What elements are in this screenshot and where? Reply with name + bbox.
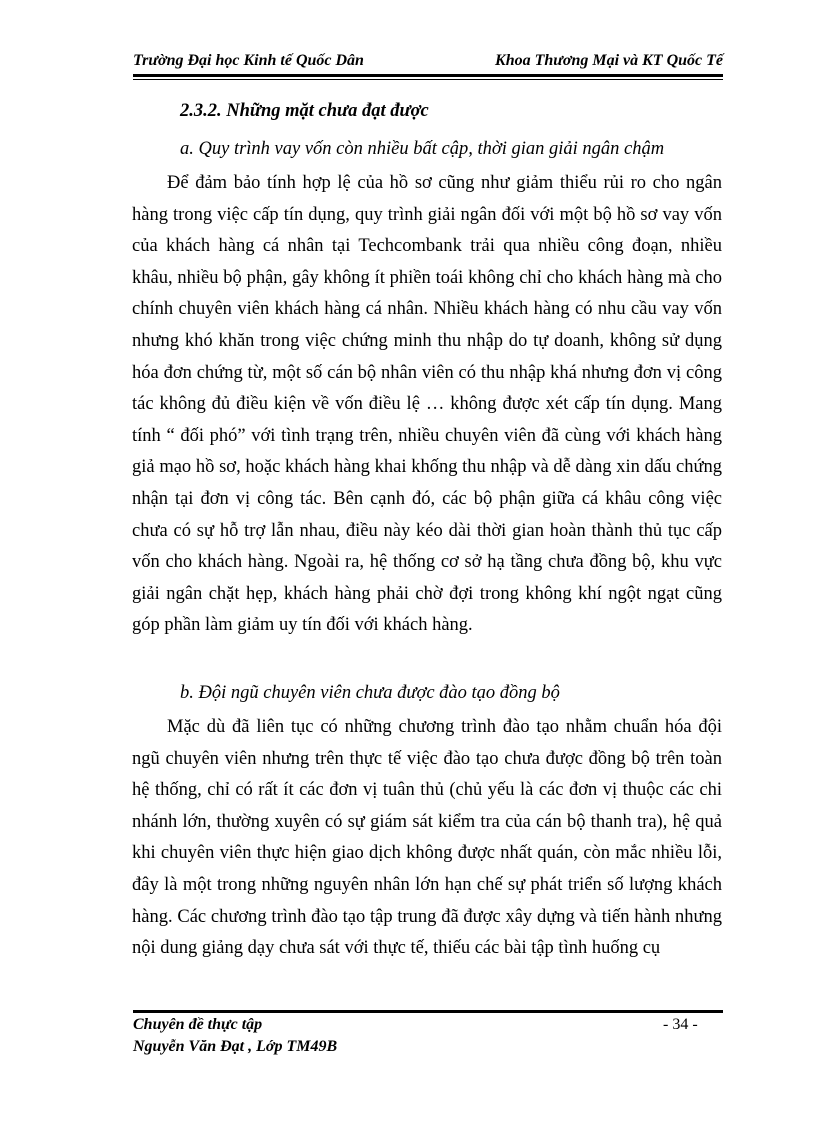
- footer-author: Nguyễn Văn Đạt , Lớp TM49B: [133, 1038, 338, 1055]
- footer-report-type: Chuyên đề thực tập: [133, 1016, 263, 1033]
- subsection-b-title: b. Đội ngũ chuyên viên chưa được đào tạo đồng bộ: [180, 683, 560, 703]
- header-rule: [133, 74, 723, 77]
- section-heading: 2.3.2. Những mặt chưa đạt được: [180, 101, 429, 121]
- subsection-a-title: a. Quy trình vay vốn còn nhiều bất cập, thời gian giải ngân chậm: [180, 139, 665, 159]
- header-rule-thin: [133, 79, 723, 80]
- footer-rule: [133, 1010, 723, 1013]
- page-header: [133, 52, 723, 74]
- page-body: [132, 96, 722, 965]
- page-footer: [133, 1014, 337, 1058]
- header-faculty: Khoa Thương Mại và KT Quốc Tế: [495, 52, 723, 69]
- page-number: - 34 -: [663, 1016, 698, 1033]
- subsection-a-paragraph: Để đảm bảo tính hợp lệ của hồ sơ cũng như giảm thiểu rủi ro cho ngân hàng trong việc cấp tín dụng, quy trình giải ngân đối với một bộ hồ sơ vay vốn của khách hàng cá nhân tại Techcombank trải qua nhiều công đoạn, nhiều khâu, nhiều bộ phận, gây không ít phiền toái không chỉ cho khách hàng mà cho chính chuyên viên khách hàng cá nhân. Nhiều khách hàng có nhu cầu vay vốn nhưng khó khăn trong việc chứng minh thu nhập do tự doanh, không sử dụng hóa đơn chứng từ, một số cán bộ nhân viên có thu nhập khá nhưng đơn vị công tác không đủ điều kiện về vốn điều lệ … không được xét cấp tín dụng. Mang tính “ đối phó” với tình trạng trên, nhiều chuyên viên đã cùng với khách hàng giả mạo hồ sơ, hoặc khách hàng khai khống thu nhập và dễ dàng xin dấu chứng nhận tại đơn vị công tác. Bên cạnh đó, các bộ phận giữa cá khâu công việc chưa có sự hỗ trợ lẫn nhau, điều này kéo dài thời gian hoàn thành thủ tục cấp vốn cho khách hàng. Ngoài ra, hệ thống cơ sở hạ tầng chưa đồng bộ, khu vực giải ngân chặt hẹp, khách hàng phải chờ đợi trong không khí ngột ngạt cũng góp phần làm giảm uy tín đối với khách hàng.: [132, 173, 722, 636]
- header-university: Trường Đại học Kinh tế Quốc Dân: [133, 52, 364, 69]
- subsection-b-paragraph: Mặc dù đã liên tục có những chương trình đào tạo nhằm chuẩn hóa đội ngũ chuyên viên nhưng trên thực tế việc đào tạo chưa được đồng bộ trên toàn hệ thống, chỉ có rất ít các đơn vị tuân thủ (chủ yếu là các đơn vị thuộc các chi nhánh lớn, thường xuyên có sự giám sát kiểm tra của cán bộ thanh tra), hệ quả khi chuyên viên thực hiện giao dịch không được nhất quán, còn mắc nhiều lỗi, đây là một trong những nguyên nhân lớn hạn chế sự phát triển số lượng khách hàng. Các chương trình đào tạo tập trung đã được xây dựng và tiến hành nhưng nội dung giảng dạy chưa sát với thực tế, thiếu các bài tập tình huống cụ: [132, 717, 722, 959]
